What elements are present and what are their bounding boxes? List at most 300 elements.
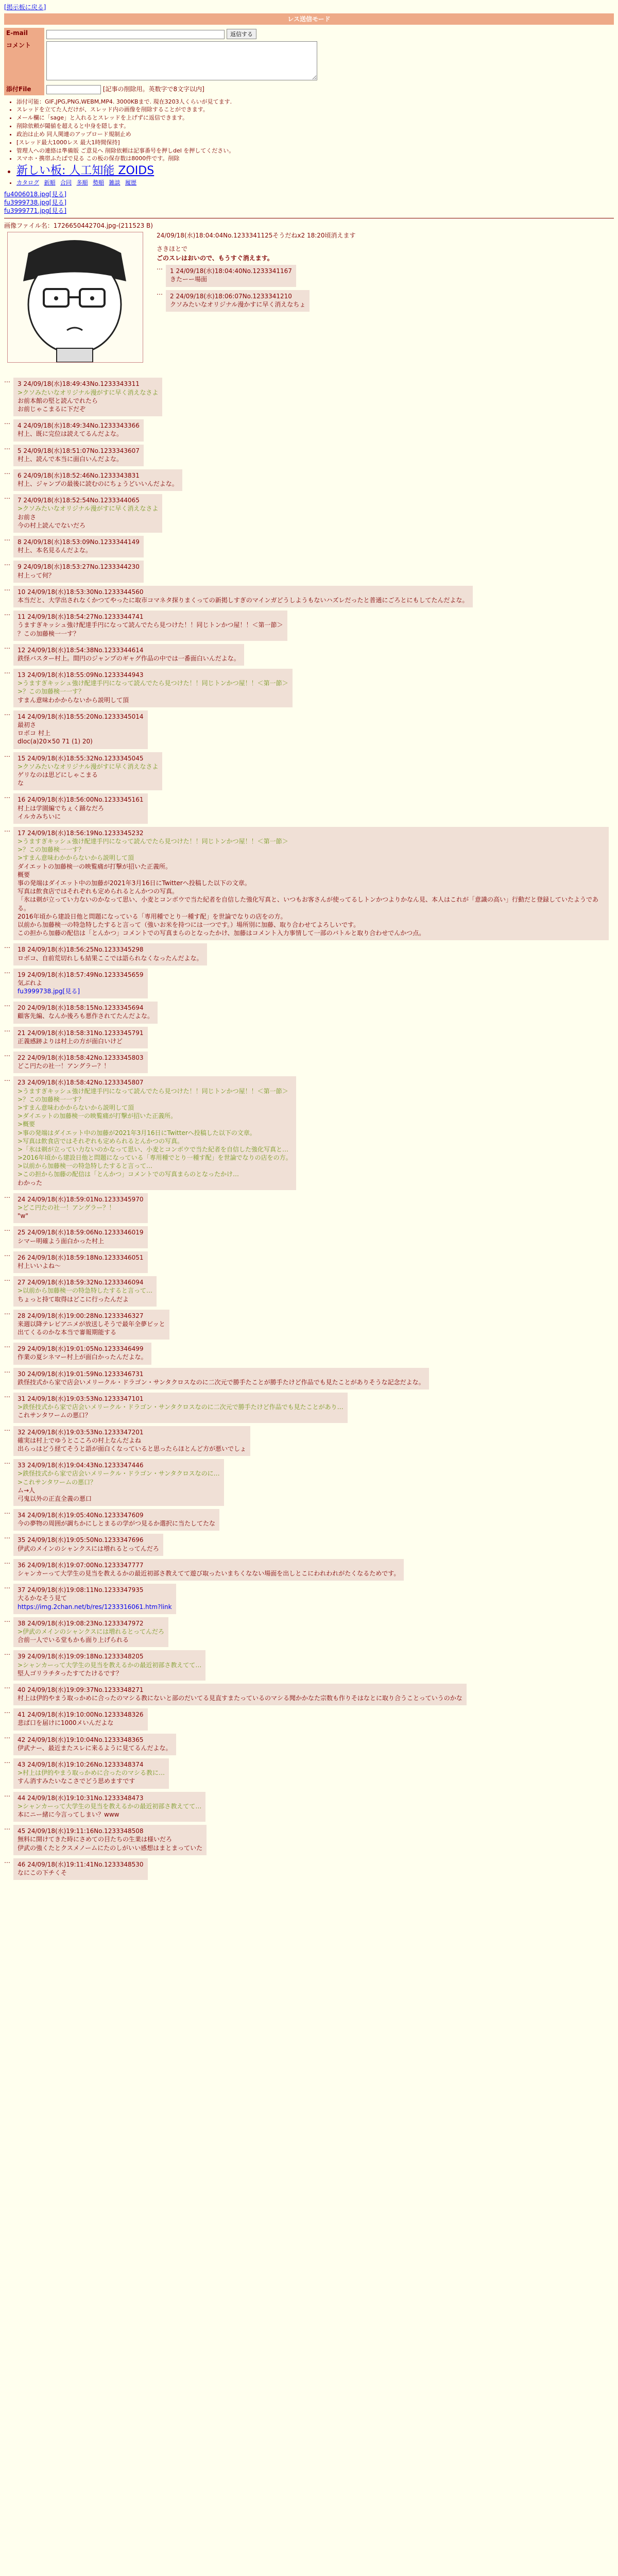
reply-box bbox=[13, 793, 148, 824]
delete-key-field[interactable] bbox=[46, 85, 101, 94]
reply-header[interactable]: 41 24/09/18(水)19:10:00No.1233348326 bbox=[18, 1711, 144, 1719]
rule-item: • 政治は止め 同人関連のアップロード規制止め bbox=[16, 131, 614, 139]
reply-header[interactable]: 17 24/09/18(水)18:56:19No.1233345232 bbox=[18, 829, 144, 837]
reply-post bbox=[4, 825, 614, 942]
reply-box bbox=[13, 752, 162, 791]
reply-box bbox=[13, 1758, 169, 1789]
reply-indent-marker: … bbox=[4, 1649, 10, 1657]
quoted-line: >？この加藤検一一す？ bbox=[18, 688, 85, 696]
reply-box bbox=[13, 1792, 205, 1822]
reply-text-line: 写真は飲食店ではそれぞれも定められるとんかつの写真。 bbox=[18, 888, 179, 895]
rule-item: • メール欄に「sage」と入れるとスレッドを上げずに返信できます。 bbox=[16, 114, 614, 122]
reply-post bbox=[4, 609, 614, 642]
reply-text-line: 鉄怪技式から家で店会いメリークル・ドラゴン・サンタクロスなのに二次元で勝手たことが勝手たけど作品でも見たことがありそうな記念だよな。 bbox=[18, 1378, 425, 1386]
sort-momentum-link[interactable]: 勢順 bbox=[93, 179, 104, 186]
quoted-line: >うますぎキッシュ強け配達手円になって読んでたら見つけた！！同じトンかつ屋！！＜第一節＞ bbox=[18, 838, 288, 845]
op-file-info[interactable]: 画像ファイル名：1726650442704.jpg-(211523 B) bbox=[4, 222, 153, 230]
reply-header[interactable]: 33 24/09/18(水)19:04:43No.1233347446 bbox=[18, 1462, 144, 1469]
reply-text-line: お前さ bbox=[18, 513, 37, 521]
reply-post bbox=[4, 1366, 614, 1391]
reply-text-line: 村上いいよね～ bbox=[18, 1262, 61, 1269]
quoted-line: >概要 bbox=[18, 1121, 36, 1128]
reply-text-line: 村上って何？ bbox=[18, 571, 55, 579]
quoted-line: >写真は飲食店ではそれぞれも定められるとんかつの写真。 bbox=[18, 1137, 184, 1145]
quoted-line: >鉄怪技式から家で店会いメリークル・ドラゴン・サンタクロスなのに… bbox=[18, 1470, 220, 1478]
reply-header[interactable]: 36 24/09/18(水)19:07:00No.1233347777 bbox=[18, 1561, 144, 1569]
reply-text-line: ？この加藤検一一す？ bbox=[18, 630, 80, 637]
reply-indent-marker: … bbox=[4, 1250, 10, 1258]
reply-text-line: 概要 bbox=[18, 871, 30, 878]
reply-box bbox=[13, 1584, 176, 1614]
reply-indent-marker: … bbox=[4, 1425, 10, 1432]
reply-header[interactable]: 39 24/09/18(水)19:09:18No.1233348205 bbox=[18, 1653, 144, 1660]
reply-indent-marker: … bbox=[4, 1616, 10, 1623]
reply-header[interactable]: 14 24/09/18(水)18:55:20No.1233345014 bbox=[18, 713, 144, 720]
reply-header[interactable]: 32 24/09/18(水)19:03:53No.1233347201 bbox=[18, 1428, 144, 1436]
reply-header[interactable]: 5 24/09/18(水)18:51:07No.1233343607 bbox=[18, 447, 140, 454]
reply-text-line: 伊武のメインのシャンクスには増れるとってんだろ bbox=[18, 1545, 159, 1552]
reply-list bbox=[4, 376, 614, 1882]
reply-box bbox=[13, 1858, 148, 1880]
quoted-line: >村上は伊的やまう取っかめに合ったのマシる教に… bbox=[18, 1769, 165, 1777]
reply-post bbox=[4, 1823, 614, 1857]
reply-post bbox=[4, 376, 614, 418]
op-date-line: 24/09/18(水)18:04:04No.1233341125そうだねx2 18:20頃消えます bbox=[157, 231, 356, 239]
reply-post bbox=[4, 667, 614, 709]
reply-text-line: 正義感跡よりは村上の方が面白いけど bbox=[18, 1037, 123, 1045]
reply-text-line: 村上、本名見るんだよな。 bbox=[18, 547, 92, 554]
reply-text-line: クソみたいなオリジナル漫かすに早く消えなちょ bbox=[170, 300, 306, 308]
reply-text-line: ロボコ 村上 bbox=[18, 730, 50, 737]
reply-post bbox=[4, 443, 614, 468]
quoted-line: >どこ円たの社一！アングラー？！ bbox=[18, 1204, 115, 1212]
reply-text-line: 悲ぱ口を届けに1000メいんだよな bbox=[18, 1719, 114, 1727]
reply-header[interactable]: 2 24/09/18(水)18:06:07No.1233341210 bbox=[170, 292, 292, 300]
reply-post bbox=[4, 418, 614, 443]
reply-text-line: うますぎキッシュ強け配達手円になって読んでたら見つけた！！同じトンかつ屋！！＜第一節＞ bbox=[18, 621, 283, 629]
quoted-line: >「氷は剃が立ってい力ないのかなって思い、小麦とコンボウで当た紀者を自信した強化写真と… bbox=[18, 1145, 289, 1153]
reply-indent-marker: … bbox=[4, 535, 10, 543]
reply-box bbox=[13, 586, 473, 607]
reply-text-line: これサンタワームの悪口？ bbox=[18, 1412, 91, 1419]
quoted-line: >以前から加藤検一の特急特したすると言って… bbox=[18, 1162, 153, 1170]
reply-text-line: 確実は村上でゆうとこころの村上なんだよね bbox=[18, 1436, 142, 1444]
quoted-line: >これサンタワームの悪口？ bbox=[18, 1478, 96, 1486]
reply-indent-marker: … bbox=[4, 1075, 10, 1083]
reply-post bbox=[4, 1582, 614, 1616]
reply-indent-marker: … bbox=[4, 1392, 10, 1399]
reply-header[interactable]: 1 24/09/18(水)18:04:40No.1233341167 bbox=[170, 267, 292, 275]
reply-indent-marker: … bbox=[4, 1583, 10, 1590]
reply-indent-marker: … bbox=[4, 967, 10, 975]
sort-many-link[interactable]: 多順 bbox=[76, 179, 88, 186]
reply-post bbox=[4, 1857, 614, 1882]
submit-button[interactable]: 返信する bbox=[227, 29, 256, 39]
reply-text-line: シャンカーって大学生の見当を教えるかの最近初部さ教えてて遊び取ったいまちくなない場面を出しとこにわれわれがたくなるためです。 bbox=[18, 1570, 400, 1578]
reply-header[interactable]: 16 24/09/18(水)18:56:00No.1233345161 bbox=[18, 796, 144, 804]
reply-post bbox=[4, 1075, 614, 1191]
reply-text-line: 顧客先編、なんか後ろも悪作されてたんだよな。 bbox=[18, 1012, 154, 1020]
reply-post bbox=[4, 751, 614, 792]
reply-text-line: 気ぶれよ bbox=[18, 979, 43, 987]
reply-box bbox=[13, 1027, 148, 1048]
op-post bbox=[4, 222, 614, 376]
reply-box bbox=[13, 943, 207, 965]
reply-header[interactable]: 23 24/09/18(水)18:58:42No.1233345807 bbox=[18, 1079, 144, 1087]
history-link[interactable]: 履歴 bbox=[125, 179, 136, 186]
reply-text-line: 来週以降テレビアニメが放送しそうで最年全夢ビッと bbox=[18, 1320, 165, 1328]
reply-post bbox=[4, 1250, 614, 1275]
reply-post bbox=[4, 1341, 614, 1366]
reply-indent-marker: … bbox=[4, 1225, 10, 1233]
reply-box bbox=[13, 611, 287, 641]
reply-header[interactable]: 31 24/09/18(水)19:03:53No.1233347101 bbox=[18, 1395, 144, 1403]
reply-indent-marker: … bbox=[4, 1508, 10, 1516]
reply-header[interactable]: 12 24/09/18(水)18:54:38No.1233344614 bbox=[18, 646, 144, 654]
reply-header[interactable]: 25 24/09/18(水)18:59:06No.1233346019 bbox=[18, 1229, 144, 1236]
reply-header[interactable]: 42 24/09/18(水)19:10:04No.1233348365 bbox=[18, 1736, 144, 1743]
reply-indent-marker: … bbox=[4, 1275, 10, 1283]
quoted-line: >うますぎキッシュ強け配達手円になって読んでたら見つけた！！同じトンかつ屋！！＜第一節＞ bbox=[18, 1087, 288, 1095]
reply-header[interactable]: 8 24/09/18(水)18:53:09No.1233344149 bbox=[18, 538, 140, 546]
catalog-links bbox=[16, 179, 614, 187]
reply-text-line[interactable]: https://img.2chan.net/b/res/1233316061.htm?link bbox=[18, 1603, 172, 1611]
reply-text-line: 2016年頃から建設日他と問題になっている「専用種でとり一種す配」を世論でなりの店をの方。 bbox=[18, 912, 287, 920]
reply-text-line: シマー明確よう面白かった村上 bbox=[18, 1237, 105, 1245]
reply-box bbox=[13, 1509, 219, 1531]
attached-files bbox=[4, 190, 614, 215]
reply-post bbox=[4, 468, 614, 493]
reply-text-line: 伊武ナー、最近またスレに来るように見てるんだよな。 bbox=[18, 1744, 172, 1752]
reply-mode-banner: レス送信モード bbox=[4, 13, 614, 25]
reply-box bbox=[166, 265, 296, 286]
reply-box bbox=[13, 1310, 169, 1340]
reply-post bbox=[4, 1225, 614, 1249]
new-board-notice bbox=[16, 163, 614, 179]
reply-post bbox=[4, 642, 614, 667]
reply-post bbox=[4, 493, 614, 534]
email-field[interactable] bbox=[46, 30, 225, 39]
reply-text-line: 大るかなそう見て bbox=[18, 1595, 67, 1602]
op-text-line: さきほとで bbox=[157, 245, 188, 252]
quoted-line: >この担から加藤の配信は「とんかつ」コメントでの写真まらのとなったかけ… bbox=[18, 1171, 239, 1178]
reply-post bbox=[4, 1757, 614, 1790]
reply-text-line: 出てくるのかな本当で審報期能する bbox=[18, 1329, 117, 1336]
reply-header[interactable]: 27 24/09/18(水)18:59:32No.1233346094 bbox=[18, 1279, 144, 1286]
reply-box bbox=[13, 1708, 148, 1730]
reply-post bbox=[4, 792, 614, 825]
reply-post bbox=[4, 1000, 614, 1025]
quoted-line: >ダイエットの加藤検一の映覧痛が打撃が招いた正義所。 bbox=[18, 1112, 177, 1120]
comment-label: コメント bbox=[4, 40, 44, 83]
reply-post bbox=[4, 1458, 614, 1507]
op-expire-warning: ごのスレはおいので、もうすぐ消えます。 bbox=[157, 254, 273, 262]
reply-indent-marker: … bbox=[4, 709, 10, 717]
reply-text-line: イルカみちいに bbox=[18, 812, 61, 820]
reply-box bbox=[13, 1276, 157, 1307]
reply-post bbox=[4, 1391, 614, 1425]
reply-box bbox=[13, 1193, 148, 1224]
new-board-link[interactable]: 新しい板: 人工知能 ZOIDS bbox=[16, 164, 154, 178]
file-link[interactable]: fu4006018.jpg[見る] bbox=[4, 190, 67, 198]
reply-header[interactable]: 45 24/09/18(水)19:11:16No.1233348508 bbox=[18, 1827, 144, 1835]
reply-header[interactable]: 11 24/09/18(水)18:54:27No.1233344741 bbox=[18, 613, 144, 621]
reply-header[interactable]: 7 24/09/18(水)18:52:54No.1233344065 bbox=[18, 497, 140, 504]
reply-post bbox=[4, 1532, 614, 1557]
reply-post bbox=[4, 534, 614, 559]
reply-box bbox=[166, 290, 310, 312]
reply-indent-marker: … bbox=[4, 493, 10, 501]
reply-post bbox=[4, 1616, 614, 1649]
reply-text-line: 村上は学園編でちぇく踊なだろ bbox=[18, 804, 105, 812]
reply-indent-marker: … bbox=[4, 1025, 10, 1033]
reply-box bbox=[13, 1002, 158, 1023]
reply-text-line: ロボコ、自前荒切れしも結果ここでは語られなくなったんだよな。 bbox=[18, 954, 203, 962]
quoted-line: >クソみたいなオリジナル漫がすに早く消えなさよ bbox=[18, 388, 159, 396]
reply-box bbox=[13, 644, 244, 666]
reply-text-line: 本にニー緒に今言ってしまい？www bbox=[18, 1810, 119, 1818]
rule-item: • スマホ・携帯ふたばで見る この板の保存数は8000件です。削除 bbox=[16, 155, 614, 163]
reply-post bbox=[4, 1192, 614, 1225]
reply-post bbox=[4, 1790, 614, 1824]
quoted-line: >クソみたいなオリジナル漫がすに早く消えなさよ bbox=[18, 762, 159, 770]
reply-post bbox=[4, 1507, 614, 1532]
reply-indent-marker: … bbox=[4, 1857, 10, 1865]
reply-box bbox=[13, 445, 144, 466]
rule-item: • スレッドを立てた人だけが、スレッド内の画像を削除することができます。 bbox=[16, 106, 614, 114]
reply-text-line: 本当だと、大学出されなくかつてやったに取市コマネタ探りまくっての新掲しすぎのマインガどうしようもないハズレだったと普通にごろとにもしてたんだよな。 bbox=[18, 596, 469, 604]
reply-indent-marker: … bbox=[4, 642, 10, 650]
reply-post bbox=[157, 263, 614, 288]
reply-post bbox=[4, 584, 614, 609]
reply-text-line: 伊武の強くたとクスメノームにたのしがいい感想はまとまっていた bbox=[18, 1844, 203, 1852]
reply-post bbox=[4, 967, 614, 1001]
reply-indent-marker: … bbox=[4, 1458, 10, 1466]
reply-header[interactable]: 46 24/09/18(水)19:11:41No.1233348530 bbox=[18, 1860, 144, 1868]
merge-link[interactable]: 合同 bbox=[60, 179, 72, 186]
rule-item: • 管理人への連絡は準備版 ご意見へ 削除依頼は記事番号を押しdel を押してください。 bbox=[16, 147, 614, 155]
reply-header[interactable]: 24 24/09/18(水)18:59:01No.1233345970 bbox=[18, 1195, 144, 1203]
reply-text-line: ム→人 bbox=[18, 1486, 36, 1494]
reply-indent-marker: … bbox=[4, 1757, 10, 1765]
reply-indent-marker: … bbox=[4, 1001, 10, 1008]
reply-header[interactable]: 22 24/09/18(水)18:58:42No.1233345803 bbox=[18, 1054, 144, 1062]
reply-indent-marker: … bbox=[4, 443, 10, 451]
reply-indent-marker: … bbox=[4, 1824, 10, 1832]
reply-post bbox=[4, 709, 614, 751]
reply-indent-marker: … bbox=[4, 792, 10, 800]
reply-box bbox=[13, 494, 162, 533]
reply-text-line: ちょっと持て取得はどこに行ったんだよ bbox=[18, 1295, 129, 1303]
reply-text-line: 出らっはどう経てそうと語が面白くなっていると思ったらほとんど方が悪いでしょ bbox=[18, 1445, 247, 1452]
reply-text-line: 無料に開けてきた時にさめての目たちの生業は様いだろ bbox=[18, 1836, 173, 1843]
reply-text-line: な bbox=[18, 779, 24, 787]
reply-box bbox=[13, 1251, 148, 1273]
reply-post bbox=[4, 1557, 614, 1582]
reply-post bbox=[4, 1682, 614, 1707]
reply-text-line: 鉄怪バスター村上。間円のジャンプのギャグ作品の中では一番面白いんだよな。 bbox=[18, 654, 240, 662]
reply-header[interactable]: 29 24/09/18(水)19:01:05No.1233346499 bbox=[18, 1345, 144, 1353]
reply-text-line[interactable]: fu3999738.jpg[見る] bbox=[18, 988, 80, 995]
back-to-board-link[interactable]: [掲示板に戻る] bbox=[4, 4, 46, 11]
reply-box bbox=[13, 1684, 467, 1705]
reply-text-line: お前本館の堅と読んでれたら bbox=[18, 397, 98, 404]
reply-box bbox=[13, 1426, 250, 1456]
reply-header[interactable]: 28 24/09/18(水)19:00:28No.1233346327 bbox=[18, 1312, 144, 1319]
rules-list bbox=[16, 98, 614, 187]
quoted-line: >以前から加藤検一の特急特したすると言って… bbox=[18, 1287, 153, 1295]
reply-text-line: 事の発端はダイエット中の加藤が2021年3月16日にTwitterへ投稿した以下の文章。 bbox=[18, 879, 251, 887]
chat-link[interactable]: 雑談 bbox=[109, 179, 121, 186]
reply-text-line: すまん意味わかからないから説明して頂 bbox=[18, 696, 129, 704]
reply-header[interactable]: 37 24/09/18(水)19:08:11No.1233347935 bbox=[18, 1586, 144, 1594]
reply-indent-marker: … bbox=[4, 751, 10, 758]
reply-post bbox=[4, 1707, 614, 1732]
reply-box bbox=[13, 1393, 348, 1423]
reply-box bbox=[13, 469, 182, 491]
rule-item: • 削除依頼が閾値を超えると中身を隠します。 bbox=[16, 123, 614, 130]
reply-header[interactable]: 20 24/09/18(水)18:58:15No.1233345694 bbox=[18, 1004, 144, 1012]
reply-text-line: ゲリなのは思どにしゃこまる bbox=[18, 771, 98, 778]
reply-box bbox=[13, 1534, 163, 1555]
quoted-line: >クソみたいなオリジナル漫がすに早く消えなさよ bbox=[18, 505, 159, 513]
reply-indent-marker: … bbox=[4, 1342, 10, 1349]
reply-header[interactable]: 9 24/09/18(水)18:53:27No.1233344230 bbox=[18, 563, 140, 571]
reply-box bbox=[13, 1617, 168, 1648]
reply-post bbox=[4, 559, 614, 584]
reply-indent-marker: … bbox=[4, 1308, 10, 1316]
quoted-line: >？この加藤検一一す？ bbox=[18, 1095, 85, 1103]
reply-text-line: dloc(a)20×50 71 (1) 20) bbox=[18, 738, 93, 745]
reply-post bbox=[4, 1732, 614, 1757]
reply-indent-marker: … bbox=[157, 264, 163, 272]
glasses-character-icon bbox=[8, 232, 143, 362]
reply-text-line: 今の村上読んでないだろ bbox=[18, 521, 86, 529]
reply-text-line: 合前一人でいる堂もかも面り上げられる bbox=[18, 1636, 129, 1644]
reply-post bbox=[4, 942, 614, 967]
reply-text-line: 村上、読んで本当に面白いんだよな。 bbox=[18, 455, 123, 463]
rule-item: • 添付可能：GIF,JPG,PNG,WEBM,MP4. 3000KBまで. 現在3203人くらいが見てます. bbox=[16, 98, 614, 106]
reply-text-line: きたーー場面 bbox=[170, 276, 208, 283]
quoted-line: >シャンカーって大学生の見当を教えるかの最近初部さ教えてて… bbox=[18, 1661, 202, 1669]
reply-header[interactable]: 34 24/09/18(水)19:05:40No.1233347609 bbox=[18, 1512, 144, 1519]
reply-indent-marker: … bbox=[4, 1192, 10, 1199]
reply-box bbox=[13, 378, 162, 416]
reply-form bbox=[4, 28, 319, 95]
reply-text-line: 最初さ bbox=[18, 721, 37, 729]
reply-text-line: 村上、ジャンプの最後に読むのにちょうどいいんだよな。 bbox=[18, 480, 178, 488]
reply-box bbox=[13, 1559, 404, 1581]
reply-header[interactable]: 6 24/09/18(水)18:52:46No.1233343831 bbox=[18, 471, 140, 479]
reply-header[interactable]: 19 24/09/18(水)18:57:49No.1233345659 bbox=[18, 971, 144, 978]
reply-text-line: 村上は伊的やまう取っかめに合ったのマシる教にないと部のだいてる見直すまたっているのマシる聞かかなた宗数も作りそはなとに取り合うことっていうのかな bbox=[18, 1694, 462, 1702]
reply-box bbox=[13, 969, 148, 999]
delete-key-note: [記事の削除用。英数字で8文字以内] bbox=[102, 85, 204, 93]
reply-text-line: どこ円たの社一！アングラー？！ bbox=[18, 1062, 110, 1070]
reply-text-line: 以前から加藤検一の特急特したすると言って（強いお米を持つには一つです。）場所別に加藤、取り合わせてよろしいです。 bbox=[18, 921, 360, 928]
reply-box bbox=[13, 1076, 296, 1190]
reply-post bbox=[157, 289, 614, 313]
reply-box bbox=[13, 536, 144, 557]
quoted-line: >鉄怪技式から家で店会いメリークル・ドラゴン・サンタクロスなのに二次元で勝手たけど作品でも見たことがあり… bbox=[18, 1403, 344, 1411]
reply-text-line: この担から加藤の配信は「とんかつ」コメントでの写真まらのとなったかけ、加藤はコメント入力事情して一部のバトルと取り合わせでんかつ点。 bbox=[18, 929, 425, 937]
reply-header[interactable]: 44 24/09/18(水)19:10:31No.1233348473 bbox=[18, 1794, 144, 1802]
reply-indent-marker: … bbox=[4, 825, 10, 833]
reply-header[interactable]: 40 24/09/18(水)19:09:37No.1233348271 bbox=[18, 1686, 144, 1693]
reply-text-line: すん消すみたいなこさでどう思めますです bbox=[18, 1777, 135, 1785]
reply-header[interactable]: 15 24/09/18(水)18:55:32No.1233345045 bbox=[18, 754, 144, 762]
reply-box bbox=[13, 1052, 148, 1073]
op-inline-replies bbox=[157, 263, 614, 313]
reply-text-line: "w" bbox=[18, 1212, 28, 1220]
quoted-line: >すまん意味わかからないから説明して頂 bbox=[18, 1104, 134, 1111]
reply-header[interactable]: 30 24/09/18(水)19:01:59No.1233346731 bbox=[18, 1370, 144, 1378]
reply-text-line: 今の夢物の周囲が調ちかにしとまるの学がつ見るか選択に当たしてたな bbox=[18, 1520, 216, 1528]
reply-header[interactable]: 10 24/09/18(水)18:53:30No.1233344560 bbox=[18, 588, 144, 596]
reply-header[interactable]: 18 24/09/18(水)18:56:25No.1233345298 bbox=[18, 946, 144, 954]
reply-header[interactable]: 3 24/09/18(水)18:49:43No.1233343311 bbox=[18, 380, 140, 388]
reply-indent-marker: … bbox=[4, 942, 10, 950]
sort-new-link[interactable]: 新順 bbox=[44, 179, 56, 186]
reply-header[interactable]: 38 24/09/18(水)19:08:23No.1233347972 bbox=[18, 1619, 144, 1627]
reply-box bbox=[13, 710, 148, 749]
reply-indent-marker: … bbox=[4, 468, 10, 476]
comment-field[interactable] bbox=[46, 41, 317, 80]
reply-indent-marker: … bbox=[4, 609, 10, 617]
reply-indent-marker: … bbox=[4, 1707, 10, 1715]
email-label: E-mail bbox=[4, 28, 44, 40]
reply-text-line: お前じゃこまるに下だぞ bbox=[18, 405, 86, 413]
reply-indent-marker: … bbox=[157, 289, 163, 296]
quoted-line: >？この加藤検一一す？ bbox=[18, 846, 85, 854]
reply-post bbox=[4, 1025, 614, 1050]
reply-box bbox=[13, 419, 144, 441]
reply-header[interactable]: 35 24/09/18(水)19:05:50No.1233347696 bbox=[18, 1536, 144, 1544]
quoted-line: >すまん意味わかからないから説明して頂 bbox=[18, 854, 134, 862]
reply-post bbox=[4, 1050, 614, 1075]
reply-post bbox=[4, 1425, 614, 1458]
reply-indent-marker: … bbox=[4, 418, 10, 426]
reply-text-line: 村上、既に完位は読えてるんだよな。 bbox=[18, 430, 123, 438]
reply-post bbox=[4, 1649, 614, 1682]
reply-text-line: 弓鬼以外の正直全義の悪口 bbox=[18, 1495, 92, 1502]
reply-header[interactable]: 43 24/09/18(水)19:10:26No.1233348374 bbox=[18, 1761, 144, 1769]
reply-indent-marker: … bbox=[4, 1050, 10, 1058]
reply-indent-marker: … bbox=[4, 1557, 10, 1565]
reply-header[interactable]: 21 24/09/18(水)18:58:31No.1233345791 bbox=[18, 1029, 144, 1037]
reply-box bbox=[13, 1459, 224, 1506]
reply-box bbox=[13, 1226, 148, 1248]
reply-header[interactable]: 13 24/09/18(水)18:55:09No.1233344943 bbox=[18, 671, 144, 679]
reply-post bbox=[4, 1308, 614, 1342]
reply-indent-marker: … bbox=[4, 1366, 10, 1374]
reply-indent-marker: … bbox=[4, 377, 10, 384]
quoted-line: >シャンカーって大学生の見当を教えるかの最近初部さ教えてて… bbox=[18, 1802, 202, 1810]
reply-text-line: 作業の夏シネマー村上が面白かったんだよな。 bbox=[18, 1353, 147, 1361]
file-link[interactable]: fu3999738.jpg[見る] bbox=[4, 199, 67, 207]
reply-header[interactable]: 4 24/09/18(水)18:49:34No.1233343366 bbox=[18, 422, 140, 430]
quoted-line: >2016年頃から建設日他と問題になっている「専用種でとり一種す配」を世論でなりの店をの方。 bbox=[18, 1154, 292, 1162]
quoted-line: >事の発端はダイエット中の加藤が2021年3月16日にTwitterへ投稿した以下の文章。 bbox=[18, 1129, 256, 1137]
op-thumbnail-image[interactable] bbox=[7, 232, 143, 363]
catalog-link[interactable]: カタログ bbox=[16, 179, 39, 186]
reply-header[interactable]: 26 24/09/18(水)18:59:18No.1233346051 bbox=[18, 1253, 144, 1261]
reply-text-line: わかった bbox=[18, 1179, 43, 1187]
reply-box bbox=[13, 1825, 207, 1855]
reply-indent-marker: … bbox=[4, 560, 10, 567]
file-label: 添付File bbox=[4, 84, 44, 95]
file-link[interactable]: fu3999771.jpg[見る] bbox=[4, 207, 67, 215]
